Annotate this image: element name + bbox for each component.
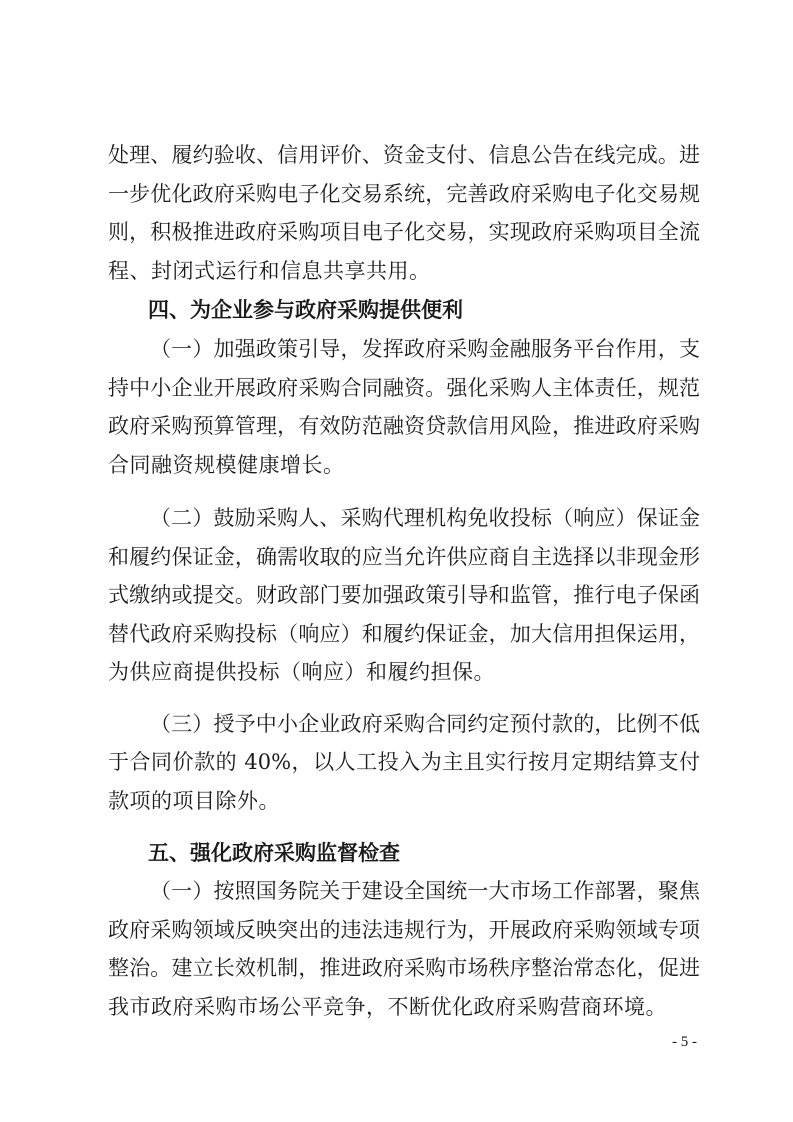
paragraph-line: （一）按照国务院关于建设全国统一大市场工作部署，聚焦: [150, 879, 700, 903]
paragraph-line: 式缴纳或提交。财政部门要加强政策引导和监管，推行电子保函: [108, 583, 700, 607]
paragraph-line: 政府采购预算管理，有效防范融资贷款信用风险，推进政府采购: [108, 414, 700, 438]
section-heading: 五、强化政府采购监督检查: [148, 841, 400, 865]
paragraph-line: 合同融资规模健康增长。: [108, 453, 345, 477]
paragraph-line: （一）加强政策引导，发挥政府采购金融服务平台作用，支: [150, 337, 700, 361]
paragraph-line: 替代政府采购投标（响应）和履约保证金，加大信用担保运用，: [108, 622, 700, 646]
paragraph-line: 则，积极推进政府采购项目电子化交易，实现政府采购项目全流: [108, 220, 700, 244]
paragraph-line: （三）授予中小企业政府采购合同约定预付款的，比例不低: [150, 712, 700, 736]
paragraph-line: （二）鼓励采购人、采购代理机构免收投标（响应）保证金: [150, 506, 700, 530]
page-number: - 5 -: [672, 1034, 697, 1050]
paragraph-line: 和履约保证金，确需收取的应当允许供应商自主选择以非现金形: [108, 545, 700, 569]
section-heading: 四、为企业参与政府采购提供便利: [148, 298, 463, 322]
paragraph-line: 持中小企业开展政府采购合同融资。强化采购人主体责任，规范: [108, 376, 700, 400]
paragraph-line: 为供应商提供投标（响应）和履约担保。: [108, 660, 495, 684]
paragraph-line: 程、封闭式运行和信息共享共用。: [108, 259, 431, 283]
paragraph-line: 我市政府采购市场公平竞争，不断优化政府采购营商环境。: [108, 995, 667, 1019]
paragraph-line: 处理、履约验收、信用评价、资金支付、信息公告在线完成。进: [108, 143, 700, 167]
paragraph-line: 政府采购领域反映突出的违法违规行为，开展政府采购领域专项: [108, 918, 700, 942]
paragraph-line: 一步优化政府采购电子化交易系统，完善政府采购电子化交易规: [108, 182, 700, 206]
paragraph-line: 款项的项目除外。: [108, 789, 280, 813]
paragraph-line: 整治。建立长效机制，推进政府采购市场秩序整治常态化，促进: [108, 956, 700, 980]
paragraph-line: 于合同价款的 40%，以人工投入为主且实行按月定期结算支付: [108, 750, 700, 774]
